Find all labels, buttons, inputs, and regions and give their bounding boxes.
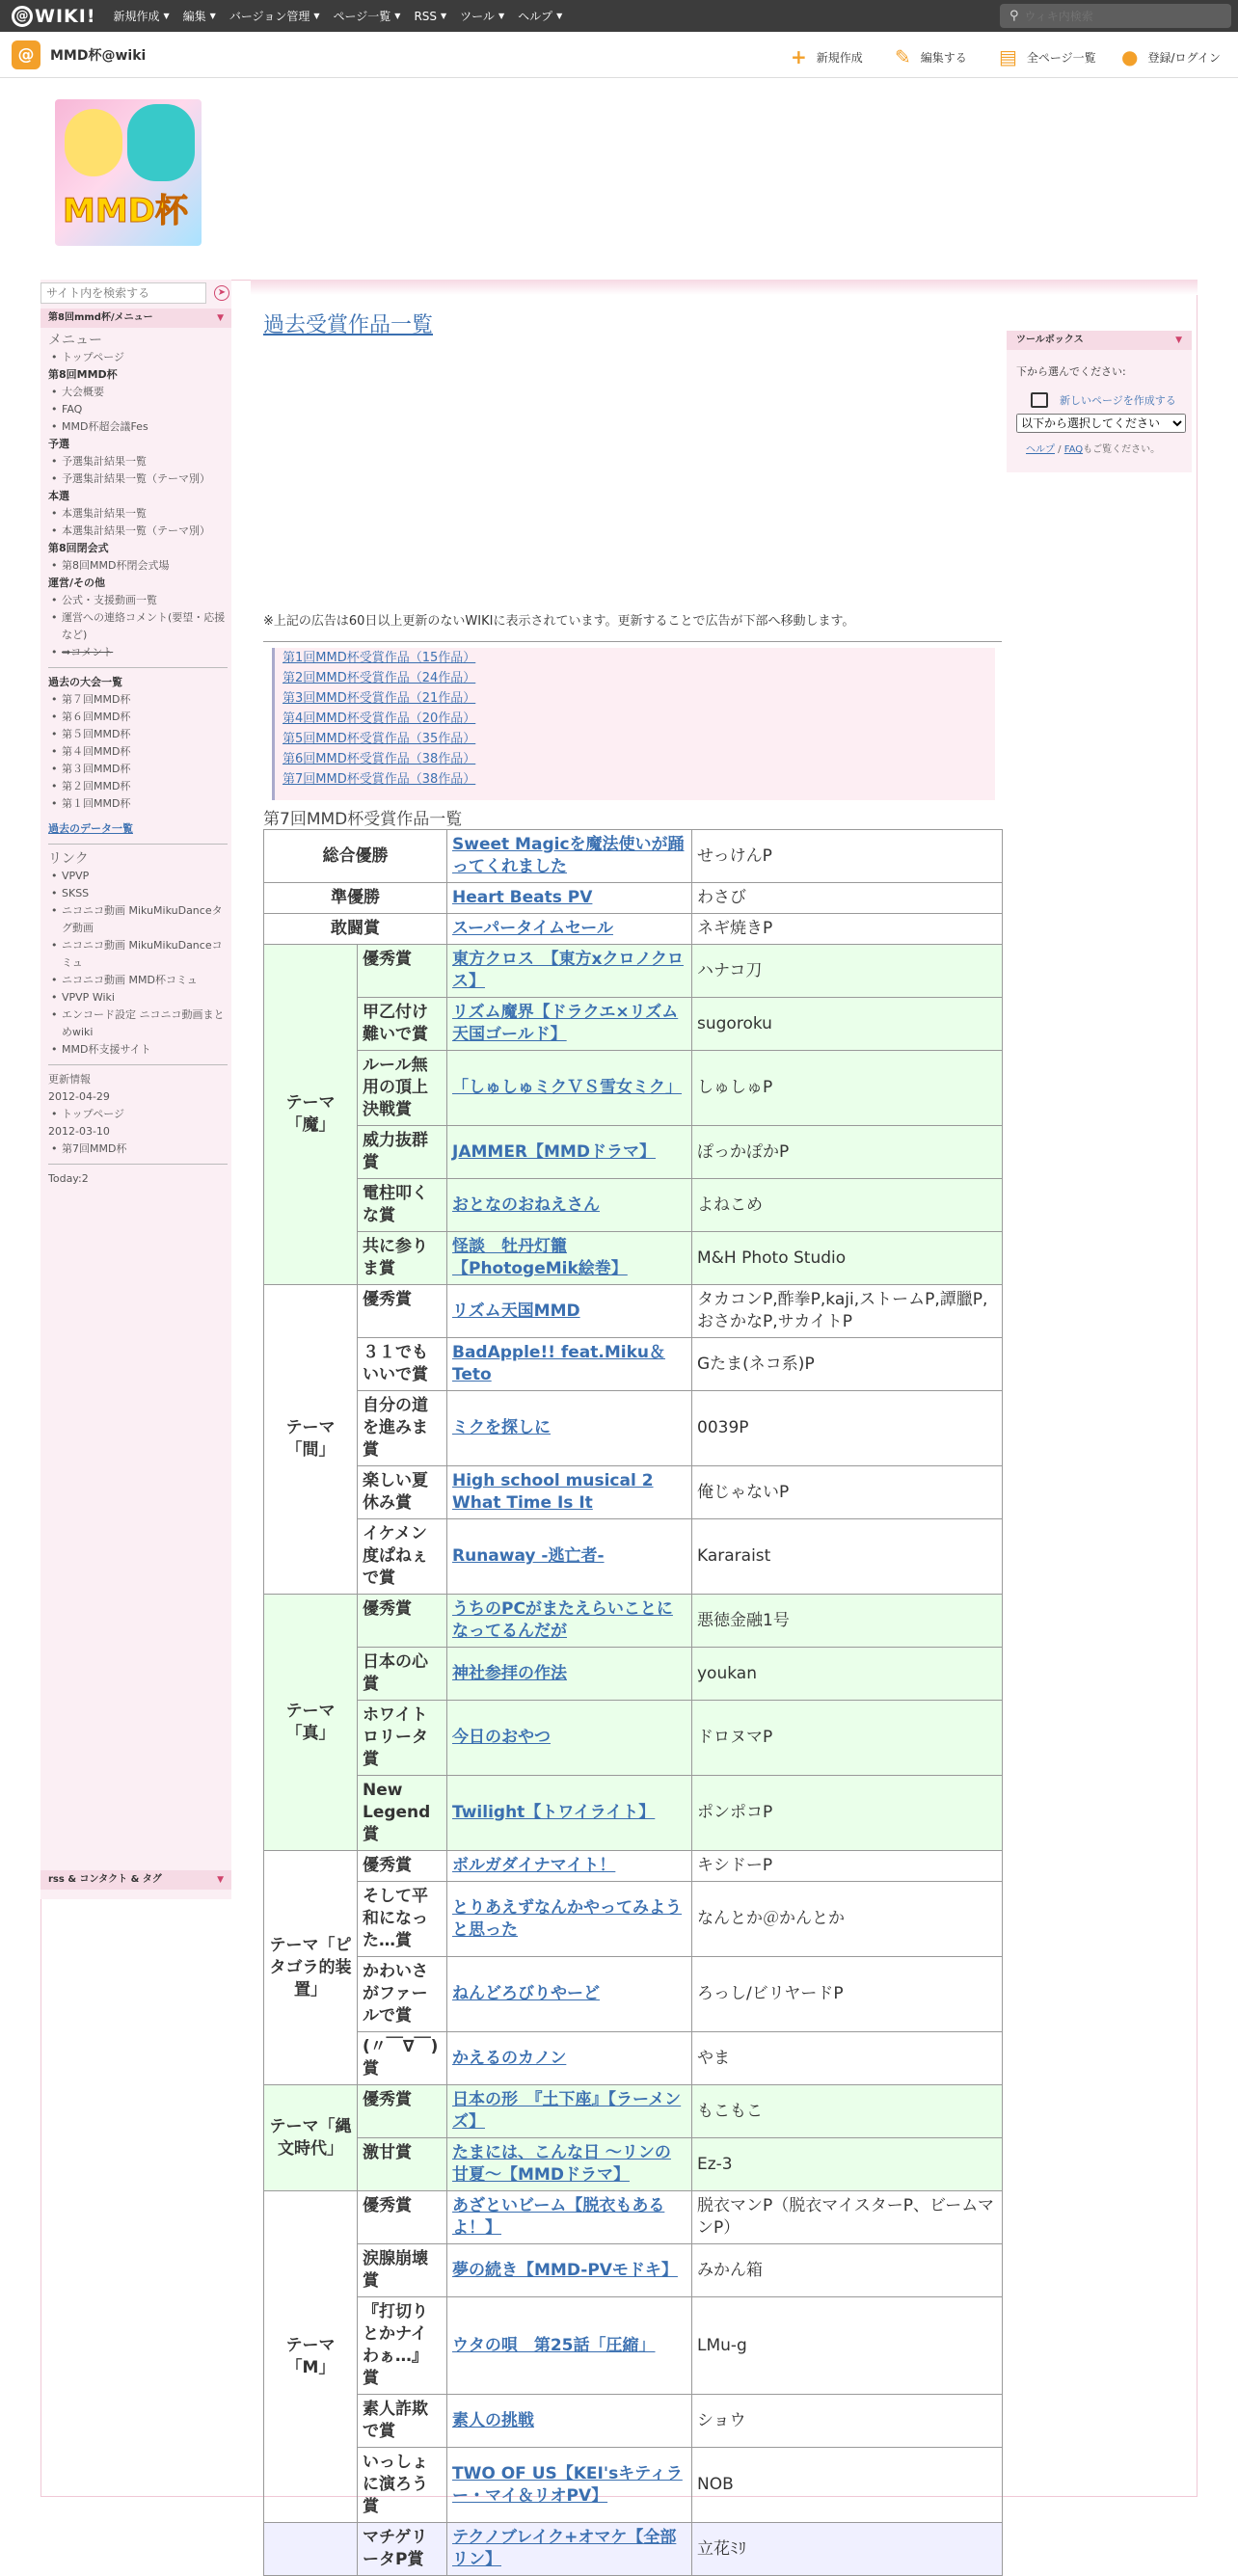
sidebar-menu	[48, 330, 228, 1188]
help-link[interactable]: ヘルプ	[1026, 444, 1055, 455]
work-cell	[447, 2297, 692, 2395]
sidebar-item[interactable]: • 予選集計結果一覧（テーマ別）	[48, 470, 228, 488]
site-logo-icon[interactable]: @	[12, 40, 40, 69]
sidebar-section: 第8回MMD杯	[48, 368, 118, 381]
work-link[interactable]: Runaway -逃亡者-	[452, 1546, 605, 1566]
top-menu-label: 編集	[182, 10, 206, 23]
table-row	[264, 1126, 1003, 1179]
top-menu-label: ヘルプ	[518, 10, 553, 23]
site-banner[interactable]: MMD杯	[55, 99, 202, 246]
rss-contact-tag-bar[interactable]: rss & コンタクト & タグ ▼	[40, 1870, 231, 1890]
work-cell	[447, 1179, 692, 1232]
work-link[interactable]: 怪談 牡丹灯籠【PhotogeMik絵巻】	[452, 1237, 628, 1278]
work-link[interactable]: ねんどろびりやーど	[452, 1984, 600, 2003]
award-name: 甲乙付け難いで賞	[358, 998, 447, 1051]
top-menu-label: バージョン管理	[229, 10, 310, 23]
sidebar-item[interactable]: • SKSS	[48, 885, 228, 902]
award-name: 優秀賞	[358, 1285, 447, 1338]
table-row	[264, 1648, 1003, 1701]
author-cell: なんとか＠かんとか	[692, 1882, 1003, 1957]
wiki-search-input[interactable]	[1025, 10, 1218, 23]
toc-item	[275, 729, 995, 749]
sidebar-section: 過去の大会一覧	[48, 676, 122, 688]
all-pages-button[interactable]: ▤ 全ページ一覧	[999, 45, 1096, 68]
work-link[interactable]: 東方クロス 【東方xクロノクロス】	[452, 950, 684, 991]
main-content	[263, 309, 1002, 338]
award-name: 優秀賞	[358, 945, 447, 998]
table-row	[264, 1232, 1003, 1285]
toc-link[interactable]: 第7回MMD杯受賞作品（38作品）	[283, 772, 476, 787]
award-name: 『打切りとかナイわぁ…』賞	[358, 2297, 447, 2395]
caret-down-icon: ▼	[313, 12, 320, 20]
work-link[interactable]: かえるのカノン	[452, 2048, 567, 2068]
work-cell	[447, 1882, 692, 1957]
author-cell: せっけんP	[692, 830, 1003, 883]
author-cell: 脱衣マンP（脱衣マイスターP、ビームマンP）	[692, 2191, 1003, 2244]
expand-icon[interactable]: ▼	[217, 1875, 224, 1885]
help-note: ヘルプ / FAQもご覧ください。	[1026, 444, 1161, 455]
table-row	[264, 830, 1003, 883]
sidebar-item[interactable]: • 予選集計結果一覧	[48, 453, 228, 470]
pencil-icon: ✎	[895, 45, 911, 68]
author-cell: よねこめ	[692, 1179, 1003, 1232]
author-cell: もこもこ	[692, 2085, 1003, 2138]
work-link[interactable]: たまには、こんな日 ～リンの甘夏～【MMDドラマ】	[452, 2143, 671, 2185]
work-cell	[447, 2191, 692, 2244]
award-name: 素人詐欺で賞	[358, 2395, 447, 2448]
table-row	[264, 1776, 1003, 1851]
table-row	[264, 1957, 1003, 2032]
sidebar-item[interactable]: • トップページ	[48, 1106, 228, 1123]
table-row	[264, 883, 1003, 914]
work-cell	[447, 1648, 692, 1701]
work-link[interactable]: リズム魔界【ドラクエ×リズム天国ゴールド】	[452, 1003, 679, 1044]
sidebar-item[interactable]: • 大会概要	[48, 384, 228, 401]
caret-down-icon: ▼	[556, 12, 563, 20]
author-cell: Ez-3	[692, 2138, 1003, 2191]
author-cell: M&H Photo Studio	[692, 1232, 1003, 1285]
author-cell: 0039P	[692, 1391, 1003, 1466]
award-name: そして平和になった…賞	[358, 1882, 447, 1957]
award-name: ３１でもいいで賞	[358, 1338, 447, 1391]
award-table	[263, 829, 1003, 2576]
work-link[interactable]: とりあえずなんかやってみようと思った	[452, 1897, 682, 1940]
site-search	[40, 280, 231, 309]
table-row	[264, 998, 1003, 1051]
top-menu-2[interactable]	[229, 8, 320, 24]
work-cell	[447, 2523, 692, 2576]
sidebar-heading: メニュー	[48, 333, 102, 348]
author-cell: やま	[692, 2032, 1003, 2085]
sidebar-item[interactable]: • VPVP Wiki	[48, 989, 228, 1006]
caret-down-icon: ▼	[209, 12, 216, 20]
table-row	[264, 1519, 1003, 1595]
work-cell	[447, 1519, 692, 1595]
work-cell	[447, 1701, 692, 1776]
sidebar-item[interactable]: • 第７回MMD杯	[48, 691, 228, 709]
award-name: マチゲリータP賞	[358, 2523, 447, 2576]
caret-down-icon: ▼	[498, 12, 505, 20]
sidebar-text: 更新情報	[48, 1073, 91, 1086]
toc-link[interactable]: 第1回MMD杯受賞作品（15作品）	[283, 651, 476, 665]
toc-item	[275, 668, 995, 688]
award-name: ホワイトロリータ賞	[358, 1701, 447, 1776]
author-cell: sugoroku	[692, 998, 1003, 1051]
author-cell: 立花ﾐﾘ	[692, 2523, 1003, 2576]
theme-cell: テーマ「縄文時代」	[264, 2085, 358, 2191]
toc-item	[275, 648, 995, 668]
theme-cell: テーマ「魔」	[264, 945, 358, 1285]
plus-icon: +	[791, 45, 807, 68]
author-cell: Gたま(ネコ系)P	[692, 1338, 1003, 1391]
toc-link[interactable]: 第5回MMD杯受賞作品（35作品）	[283, 732, 476, 746]
work-link[interactable]: おとなのおねえさん	[452, 1194, 600, 1215]
author-cell: 悪徳金融1号	[692, 1595, 1003, 1648]
sidebar-text: 2012-03-10	[48, 1125, 110, 1138]
work-link[interactable]: テクノブレイク+オマケ【全部リン】	[452, 2528, 677, 2569]
past-data-link-label[interactable]: 過去のデータ一覧	[48, 822, 133, 835]
caret-down-icon: ▼	[441, 12, 447, 20]
work-cell	[447, 945, 692, 998]
work-cell	[447, 1957, 692, 2032]
award-name: 準優勝	[264, 883, 447, 914]
work-link[interactable]: TWO OF US【KEI'sキティラー・マイ＆リオPV】	[452, 2463, 683, 2506]
author-cell: ショウ	[692, 2395, 1003, 2448]
new-page-button[interactable]: + 新規作成	[791, 45, 863, 68]
new-document-icon	[1031, 392, 1048, 408]
top-menu-4[interactable]	[414, 8, 446, 24]
collapse-icon[interactable]: ▼	[1175, 335, 1182, 345]
table-row	[264, 2448, 1003, 2523]
work-link[interactable]: 夢の続き【MMD-PVモドキ】	[452, 2260, 678, 2280]
table-of-contents	[272, 648, 995, 800]
new-page-link[interactable]: 新しいページを作成する	[1031, 392, 1192, 408]
author-cell: キシドーP	[692, 1851, 1003, 1882]
site-name[interactable]: MMD杯@wiki	[50, 47, 147, 64]
global-nav-bar	[0, 0, 1238, 32]
table-row	[264, 1051, 1003, 1126]
award-name: イケメン度ぱねぇで賞	[358, 1519, 447, 1595]
table-row	[264, 1285, 1003, 1338]
table-row	[264, 2395, 1003, 2448]
table-row	[264, 1701, 1003, 1776]
work-link[interactable]: JAMMER【MMDドラマ】	[452, 1141, 656, 1162]
work-link[interactable]: あざといビーム【脱衣もあるよ！】	[452, 2196, 665, 2238]
author-cell: NOB	[692, 2448, 1003, 2523]
sidebar-text: Today:2	[48, 1172, 89, 1185]
sidebar-item[interactable]: • 運営への連絡コメント(要望・応援など)	[48, 609, 228, 644]
wiki-search[interactable]	[1000, 4, 1231, 28]
work-link[interactable]: High school musical 2 What Time Is It	[452, 1471, 654, 1513]
atwiki-logo[interactable]: @ WIKI!	[12, 6, 95, 27]
caret-down-icon: ▼	[394, 12, 401, 20]
top-menu-3[interactable]	[334, 8, 401, 24]
author-cell: ぽっかぽかP	[692, 1126, 1003, 1179]
author-cell: youkan	[692, 1648, 1003, 1701]
sidebar-item[interactable]: • 本選集計結果一覧（テーマ別）	[48, 523, 228, 540]
sidebar-item[interactable]: • 第8回MMD杯閉会式場	[48, 557, 228, 575]
table-row	[264, 2191, 1003, 2244]
work-cell	[447, 1851, 692, 1882]
theme-cell: テーマ「M」	[264, 2191, 358, 2523]
work-link[interactable]: Sweet Magicを魔法使いが踊ってくれました	[452, 835, 685, 876]
award-name: 自分の道を進みま賞	[358, 1391, 447, 1466]
toc-item	[275, 709, 995, 729]
search-go-icon[interactable]: ➤	[214, 285, 229, 301]
top-menu-label: RSS	[414, 9, 438, 23]
author-cell: ろっし/ビリヤードP	[692, 1957, 1003, 2032]
award-name: 威力抜群賞	[358, 1126, 447, 1179]
divider	[48, 667, 228, 668]
award-name: ルール無用の頂上決戦賞	[358, 1051, 447, 1126]
work-link[interactable]: 神社参拝の作法	[452, 1663, 567, 1683]
sidebar	[40, 280, 231, 1899]
table-row	[264, 2032, 1003, 2085]
ad-notice: ※上記の広告は60日以上更新のないWIKIに表示されています。更新することで広告が下部へ移動します。	[263, 614, 855, 629]
table-row	[264, 2244, 1003, 2297]
top-menu-6[interactable]	[518, 8, 562, 24]
divider	[263, 641, 1002, 642]
author-cell: 俺じゃないP	[692, 1466, 1003, 1519]
award-name: New Legend賞	[358, 1776, 447, 1851]
award-name: 涙腺崩壊賞	[358, 2244, 447, 2297]
sidebar-section: 予選	[48, 438, 69, 450]
sidebar-item[interactable]: • 第３回MMD杯	[48, 761, 228, 778]
toolbox-header[interactable]: ツールボックス ▼	[1007, 331, 1192, 350]
work-cell	[447, 2085, 692, 2138]
sidebar-text: 2012-04-29	[48, 1090, 110, 1103]
work-link[interactable]: Twilight【トワイライト】	[452, 1803, 656, 1822]
sidebar-item[interactable]: • FAQ	[48, 401, 228, 418]
sidebar-section: 本選	[48, 490, 69, 502]
award-name: 日本の心賞	[358, 1648, 447, 1701]
work-cell	[447, 1776, 692, 1851]
top-menu-label: ツール	[460, 10, 495, 23]
sidebar-item[interactable]: • ニコニコ動画 MMD杯コミュ	[48, 972, 228, 989]
toc-link[interactable]: 第3回MMD杯受賞作品（21作品）	[283, 691, 476, 706]
work-cell	[447, 1391, 692, 1466]
work-cell	[447, 830, 692, 883]
work-cell	[447, 883, 692, 914]
work-cell	[447, 998, 692, 1051]
sidebar-item[interactable]: • ニコニコ動画 MikuMikuDanceタグ動画	[48, 902, 228, 937]
work-link[interactable]: BadApple!! feat.Miku＆Teto	[452, 1343, 666, 1384]
work-link[interactable]: 今日のおやつ	[452, 1728, 551, 1747]
divider	[48, 844, 228, 845]
sidebar-item-comment[interactable]: • ⇒コメント	[48, 644, 228, 661]
theme-cell	[264, 2523, 358, 2576]
work-cell	[447, 1466, 692, 1519]
edit-button[interactable]: ✎ 編集する	[895, 45, 967, 68]
work-link[interactable]: ボルガダイナマイト！	[452, 1856, 616, 1875]
theme-cell: テーマ「真」	[264, 1595, 358, 1851]
work-cell	[447, 1595, 692, 1648]
work-link[interactable]: ウタの唄 第25話「圧縮」	[452, 2335, 656, 2355]
award-name: 激甘賞	[358, 2138, 447, 2191]
toc-item	[275, 688, 995, 709]
award-name: 優秀賞	[358, 1851, 447, 1882]
work-cell	[447, 2244, 692, 2297]
award-name: かわいさがファールで賞	[358, 1957, 447, 2032]
award-name: いっしょに演ろう賞	[358, 2448, 447, 2523]
sidebar-item[interactable]: • トップページ	[48, 349, 228, 366]
table-row	[264, 2085, 1003, 2138]
author-cell: わさび	[692, 883, 1003, 914]
sidebar-section: 第8回閉会式	[48, 542, 109, 554]
table-row	[264, 2523, 1003, 2576]
collapse-icon[interactable]: ▼	[217, 313, 224, 323]
work-link[interactable]: 日本の形 『土下座』【ラーメンズ】	[452, 2090, 682, 2132]
toc-link[interactable]: 第4回MMD杯受賞作品（20作品）	[283, 711, 476, 726]
work-link[interactable]: リズム天国MMD	[452, 1301, 580, 1321]
site-search-input[interactable]	[40, 282, 206, 304]
award-name: 電柱叩くな賞	[358, 1179, 447, 1232]
work-cell	[447, 914, 692, 945]
author-cell: LMu-g	[692, 2297, 1003, 2395]
award-name: 楽しい夏休み賞	[358, 1466, 447, 1519]
author-cell: ドロヌマP	[692, 1701, 1003, 1776]
login-button[interactable]: ● 登録/ログイン	[1121, 45, 1221, 68]
work-link[interactable]: Heart Beats PV	[452, 888, 593, 907]
award-name: 優秀賞	[358, 1595, 447, 1648]
award-name: (〃￣∇￣)賞	[358, 2032, 447, 2085]
award-name: 優秀賞	[358, 2191, 447, 2244]
tool-select[interactable]	[1016, 414, 1186, 433]
toc-item	[275, 749, 995, 769]
author-cell: しゅしゅP	[692, 1051, 1003, 1126]
sidebar-heading: リンク	[48, 851, 89, 867]
page-title[interactable]: 過去受賞作品一覧	[263, 313, 434, 337]
top-menu-5[interactable]	[460, 8, 504, 24]
theme-cell: テーマ「間」	[264, 1285, 358, 1595]
sidebar-item[interactable]: • エンコード設定 ニコニコ動画まとめwiki	[48, 1006, 228, 1041]
toolbox-prompt: 下から選んでください:	[1016, 365, 1126, 378]
work-cell	[447, 2395, 692, 2448]
table-row	[264, 1882, 1003, 1957]
author-cell: ネギ焼きP	[692, 914, 1003, 945]
toc-link[interactable]: 第6回MMD杯受賞作品（38作品）	[283, 752, 476, 766]
sidebar-item[interactable]: • MMD杯超会議Fes	[48, 418, 228, 436]
table-row	[264, 1595, 1003, 1648]
section-title: 第7回MMD杯受賞作品一覧	[263, 810, 463, 829]
top-menu-label: ページ一覧	[333, 10, 391, 23]
work-cell	[447, 1338, 692, 1391]
sidebar-item[interactable]: • ニコニコ動画 MikuMikuDanceコミュ	[48, 937, 228, 972]
table-row	[264, 1466, 1003, 1519]
sidebar-item[interactable]: • 本選集計結果一覧	[48, 505, 228, 523]
top-menu-label: 新規作成	[113, 10, 160, 23]
table-row	[264, 945, 1003, 998]
author-cell: みかん箱	[692, 2244, 1003, 2297]
sidebar-section: 運営/その他	[48, 577, 106, 589]
work-link[interactable]: うちのPCがまたえらいことになってるんだが	[452, 1599, 673, 1641]
sidebar-item[interactable]: • 第５回MMD杯	[48, 726, 228, 743]
divider	[48, 1064, 228, 1065]
document-icon: ▤	[999, 45, 1017, 68]
sidebar-item[interactable]: • 第６回MMD杯	[48, 709, 228, 726]
work-cell	[447, 1126, 692, 1179]
work-cell	[447, 2032, 692, 2085]
work-link[interactable]: 素人の挑戦	[452, 2410, 534, 2430]
sidebar-item[interactable]: • 公式・支援動画一覧	[48, 592, 228, 609]
users-icon: ●	[1121, 45, 1139, 68]
work-cell	[447, 2138, 692, 2191]
search-icon: ⚲	[1009, 9, 1019, 23]
caret-down-icon: ▼	[163, 12, 170, 20]
sidebar-item[interactable]: • VPVP	[48, 868, 228, 885]
table-row	[264, 2138, 1003, 2191]
award-name: 敢闘賞	[264, 914, 447, 945]
work-link[interactable]: ミクを探しに	[452, 1418, 551, 1437]
toc-link[interactable]: 第2回MMD杯受賞作品（24作品）	[283, 671, 476, 685]
table-row	[264, 1851, 1003, 1882]
sidebar-item[interactable]: • 第7回MMD杯	[48, 1140, 228, 1158]
table-row	[264, 914, 1003, 945]
work-link[interactable]: スーパータイムセール	[452, 919, 613, 938]
award-name: 共に参りま賞	[358, 1232, 447, 1285]
table-row	[264, 1179, 1003, 1232]
theme-cell: テーマ「ピタゴラ的装置」	[264, 1851, 358, 2085]
content-top-stripe	[251, 280, 1198, 295]
work-link[interactable]: 「しゅしゅミクＶＳ雪女ミク」	[452, 1078, 682, 1097]
award-name: 優秀賞	[358, 2085, 447, 2138]
toc-item	[275, 769, 995, 790]
table-row	[264, 2297, 1003, 2395]
table-row	[264, 1391, 1003, 1466]
author-cell: ポンポコP	[692, 1776, 1003, 1851]
author-cell: ハナコ刀	[692, 945, 1003, 998]
work-cell	[447, 2448, 692, 2523]
sidebar-item[interactable]: • 第２回MMD杯	[48, 778, 228, 795]
work-cell	[447, 1285, 692, 1338]
menu-header[interactable]: 第8回mmd杯/メニュー ▼	[40, 309, 231, 328]
faq-link[interactable]: FAQ	[1063, 444, 1084, 455]
toolbox	[1007, 331, 1192, 472]
author-cell: Kararaist	[692, 1519, 1003, 1595]
award-name: 総合優勝	[264, 830, 447, 883]
top-menu-1[interactable]	[183, 8, 216, 24]
divider	[48, 1164, 228, 1165]
top-menu-0[interactable]	[113, 8, 169, 24]
past-data-link[interactable]	[48, 820, 228, 838]
sidebar-item[interactable]: • 第４回MMD杯	[48, 743, 228, 761]
sidebar-item[interactable]: • MMD杯支援サイト	[48, 1041, 228, 1059]
work-cell	[447, 1232, 692, 1285]
table-row	[264, 1338, 1003, 1391]
work-cell	[447, 1051, 692, 1126]
sidebar-item[interactable]: • 第１回MMD杯	[48, 795, 228, 813]
author-cell: タカコンP,酢拳P,kaji,ストームP,譚臘P,おさかなP,サカイトP	[692, 1285, 1003, 1338]
